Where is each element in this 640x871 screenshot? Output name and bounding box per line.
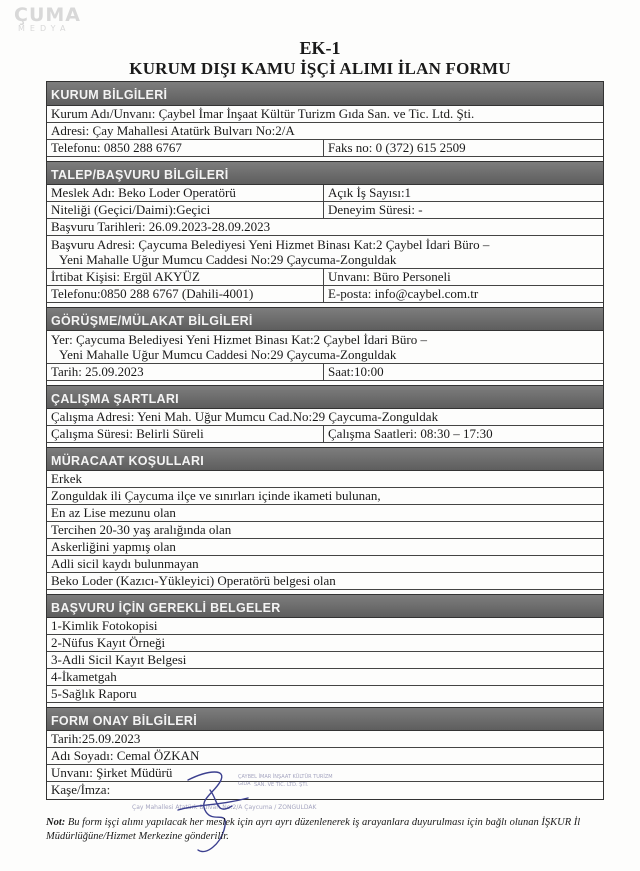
note-text: Bu form işçi alımı yapılacak her meslek için ayrı ayrı düzenlenerek iş arayanlara duyurulması için bağlı olunan İŞKUR İl Müdürlüğüne/Hizmet Merkezine gönderilir. [46, 817, 581, 842]
document-item: 1-Kimlik Fotokopisi [51, 618, 158, 633]
note-label: Not: [46, 817, 66, 828]
approval-date: Tarih:25.09.2023 [51, 731, 141, 746]
application-dates: Başvuru Tarihleri: 26.09.2023-28.09.2023 [51, 219, 271, 234]
approver-name: Adı Soyadı: Cemal ÖZKAN [51, 748, 200, 763]
watermark-brand: ÇUMA [14, 4, 81, 26]
condition-item: Beko Loder (Kazıcı-Yükleyici) Operatörü belgesi olan [51, 573, 336, 588]
stamp-line1: ÇAYBEL İMAR İNŞAAT KÜLTÜR TURİZM GIDA [238, 774, 333, 787]
condition-item: Erkek [51, 471, 83, 486]
interview-place [47, 331, 603, 363]
stamp-signature-label: Kaşe/İmza: [51, 782, 111, 797]
contact-title: Unvanı: Büro Personeli [328, 269, 451, 284]
document-item: 3-Adli Sicil Kayıt Belgesi [51, 652, 187, 667]
application-address-line2: Yeni Mahalle Uğur Mumcu Caddesi No:29 Çaycuma-Zonguldak [59, 252, 397, 267]
document-item: 2-Nüfus Kayıt Örneği [51, 635, 166, 650]
interview-place-line1: Yer: Çaycuma Belediyesi Yeni Hizmet Binası Kat:2 Çaybel İdari Büro – [51, 332, 427, 347]
stamp-line2: SAN. VE TİC. LTD. ŞTİ. [254, 782, 309, 788]
watermark-sub: MEDYA [18, 24, 71, 33]
institution-name: Kurum Adı/Unvanı: Çaybel İmar İnşaat Kültür Turizm Gıda San. ve Tic. Ltd. Şti. [51, 106, 475, 121]
form-title: KURUM DIŞI KAMU İŞÇİ ALIMI İLAN FORMU [129, 59, 511, 78]
section-talep: TALEP/BAŞVURU BİLGİLERİ [47, 161, 603, 185]
interview-time: Saat:10:00 [328, 364, 384, 379]
open-positions: Açık İş Sayısı:1 [328, 185, 412, 200]
experience-duration: Deneyim Süresi: - [328, 202, 423, 217]
section-gorusme: GÖRÜŞME/MÜLAKAT BİLGİLERİ [47, 307, 603, 331]
stamp-line3: Çay Mahallesi Atatürk Bulvarı No:2/A Çaycuma / ZONGULDAK [132, 804, 317, 811]
condition-item: En az Lise mezunu olan [51, 505, 176, 520]
work-hours: Çalışma Saatleri: 08:30 – 17:30 [328, 426, 493, 441]
form-code: EK-1 [299, 38, 341, 58]
document-item: 4-İkametgah [51, 669, 117, 684]
footer-note [46, 816, 606, 844]
contact-person: İrtibat Kişisi: Ergül AKYÜZ [47, 269, 324, 285]
institution-address: Adresi: Çay Mahallesi Atatürk Bulvarı No:2/A [51, 123, 295, 138]
contact-email: E-posta: info@caybel.com.tr [328, 286, 479, 301]
condition-item: Adli sicil kaydı bulunmayan [51, 556, 199, 571]
institution-fax: Faks no: 0 (372) 615 2509 [328, 140, 466, 155]
document-item: 5-Sağlık Raporu [51, 686, 137, 701]
section-belgeler: BAŞVURU İÇİN GEREKLİ BELGELER [47, 594, 603, 618]
handwritten-signature [158, 760, 268, 860]
approver-title: Unvanı: Şirket Müdürü [51, 765, 173, 780]
section-calisma: ÇALIŞMA ŞARTLARI [47, 385, 603, 409]
application-address [47, 236, 603, 268]
condition-item: Zonguldak ili Çaycuma ilçe ve sınırları içinde ikameti bulunan, [51, 488, 381, 503]
section-kurum: KURUM BİLGİLERİ [47, 82, 603, 106]
interview-date: Tarih: 25.09.2023 [47, 364, 324, 380]
condition-item: Askerliğini yapmış olan [51, 539, 176, 554]
section-onay: FORM ONAY BİLGİLERİ [47, 707, 603, 731]
job-nature: Niteliği (Geçici/Daimi):Geçici [47, 202, 324, 218]
watermark-logo [14, 6, 81, 33]
interview-place-line2: Yeni Mahalle Uğur Mumcu Caddesi No:29 Çaycuma-Zonguldak [59, 347, 397, 362]
work-address: Çalışma Adresi: Yeni Mah. Uğur Mumcu Cad.No:29 Çaycuma-Zonguldak [51, 409, 439, 424]
application-address-line1: Başvuru Adresi: Çaycuma Belediyesi Yeni Hizmet Binası Kat:2 Çaybel İdari Büro – [51, 237, 490, 252]
condition-item: Tercihen 20-30 yaş aralığında olan [51, 522, 232, 537]
job-title: Meslek Adı: Beko Loder Operatörü [47, 185, 324, 201]
work-duration: Çalışma Süresi: Belirli Süreli [47, 426, 324, 442]
institution-phone: Telefonu: 0850 288 6767 [47, 140, 324, 156]
section-muracaat: MÜRACAAT KOŞULLARI [47, 447, 603, 471]
contact-phone: Telefonu:0850 288 6767 (Dahili-4001) [47, 286, 324, 302]
announcement-form [46, 81, 604, 800]
